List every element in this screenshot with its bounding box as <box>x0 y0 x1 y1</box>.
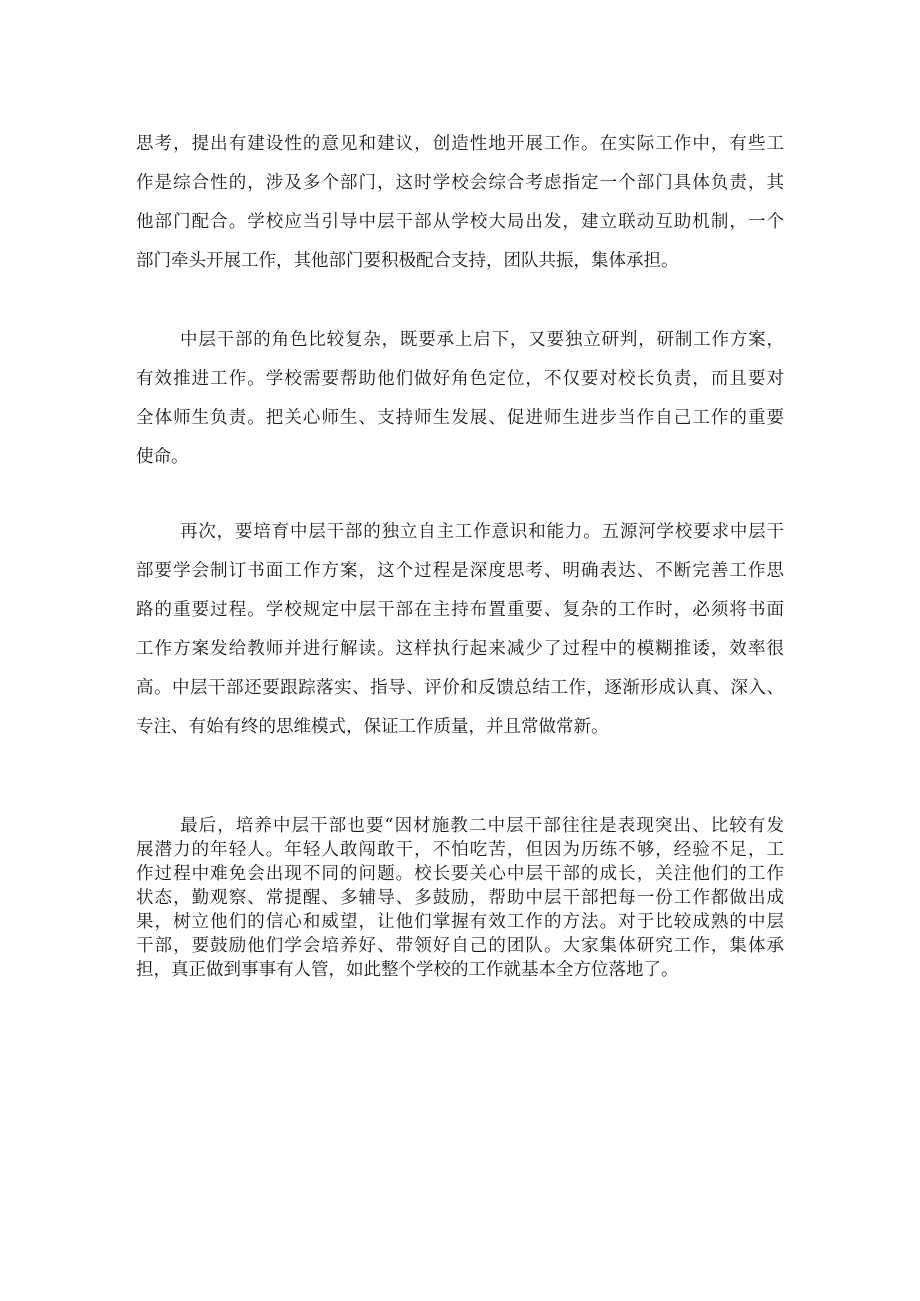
paragraph-2 <box>136 324 784 480</box>
text-line: 部门牵头开展工作，其他部门要积极配合支持，团队共振，集体承担。 <box>136 251 679 271</box>
text-line: 展潜力的年轻人。年轻人敢闯敢干，不怕吃苦，但因为历练不够，经验不足，工 <box>136 840 784 860</box>
text-line: 最后，培养中层干部也要“因材施教二中层干部往往是表现突出、比较有发 <box>180 816 784 836</box>
text-line: 专注、有始有终的思维模式，保证工作质量，并且常做常新。 <box>136 717 609 737</box>
text-line: 干部，要鼓励他们学会培养好、带领好自己的团队。大家集体研究工作，集体承 <box>136 936 784 956</box>
text-line: 工作方案发给教师并进行解读。这样执行起来减少了过程中的模糊推诿，效率很 <box>136 639 784 659</box>
text-line: 再次，要培育中层干部的独立自主工作意识和能力。五源河学校要求中层干 <box>180 522 784 542</box>
text-line: 状态，勤观察、常提醒、多辅导、多鼓励，帮助中层干部把每一份工作都做出成 <box>136 888 784 908</box>
text-line: 中层干部的角色比较复杂，既要承上启下，又要独立研判，研制工作方案， <box>180 330 784 350</box>
text-line: 路的重要过程。学校规定中层干部在主持布置重要、复杂的工作时，必须将书面 <box>136 600 784 620</box>
text-line: 有效推进工作。学校需要帮助他们做好角色定位，不仅要对校长负责，而且要对 <box>136 369 784 389</box>
text-line: 使命。 <box>136 447 189 467</box>
text-line: 全体师生负责。把关心师生、支持师生发展、促进师生进步当作自己工作的重要 <box>136 408 784 428</box>
text-line: 作是综合性的，涉及多个部门，这时学校会综合考虑指定一个部门具体负责，其 <box>136 173 784 193</box>
text-line: 果，树立他们的信心和威望，让他们掌握有效工作的方法。对于比较成熟的中层 <box>136 912 784 932</box>
paragraph-3 <box>136 516 784 750</box>
text-line: 部要学会制订书面工作方案，这个过程是深度思考、明确表达、不断完善工作思 <box>136 561 784 581</box>
text-line: 他部门配合。学校应当引导中层干部从学校大局出发，建立联动互助机制，一个 <box>136 212 784 232</box>
paragraph-4 <box>136 814 784 982</box>
text-line: 担，真正做到事事有人管，如此整个学校的工作就基本全方位落地了。 <box>136 960 679 980</box>
text-line: 高。中层干部还要跟踪落实、指导、评价和反馈总结工作，逐渐形成认真、深入、 <box>136 678 784 698</box>
paragraph-1 <box>136 128 784 284</box>
text-line: 作过程中难免会出现不同的问题。校长要关心中层干部的成长，关注他们的工作 <box>136 864 784 884</box>
text-line: 思考，提出有建设性的意见和建议，创造性地开展工作。在实际工作中，有些工 <box>136 134 784 154</box>
